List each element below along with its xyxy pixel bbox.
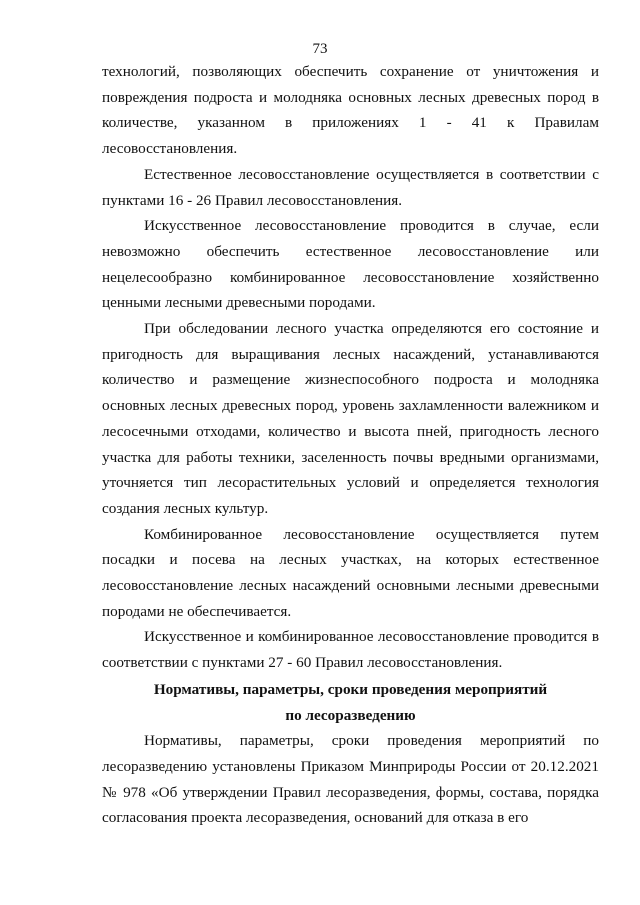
paragraph-natural-reforestation: Естественное лесовосстановление осуществляется в соответствии с пунктами 16 - 26 Правил лесовосстановления.: [102, 165, 599, 209]
paragraph-afforestation-standards: Нормативы, параметры, сроки проведения мероприятий по лесоразведению установлены Приказом Минприроды России от 20.12.2021 № 978 «Об утверждении Правил лесоразведения, формы, состава, порядка согласования проекта лесоразведения, оснований для отказа в его: [102, 732, 599, 827]
paragraph-artificial-and-combined: Искусственное и комбинированное лесовосстановление проводится в соответствии с пунктами 27 - 60 Правил лесовосстановления.: [102, 628, 599, 672]
page-number: 73: [312, 41, 328, 57]
section-heading-line-2: по лесоразведению: [285, 706, 416, 724]
continuation-paragraph: технологий, позволяющих обеспечить сохранение от уничтожения и повреждения подроста и молодняка основных лесных древесных пород в количестве, указанном в приложениях 1 - 41 к Правилам лесовосстановления.: [102, 63, 599, 158]
section-heading-line-1: Нормативы, параметры, сроки проведения мероприятий: [153, 680, 548, 698]
paragraph-combined-reforestation: Комбинированное лесовосстановление осуществляется путем посадки и посева на лесных участках, на которых естественное лесовосстановление лесных насаждений основными лесными древесными породами не обеспечивается.: [102, 525, 599, 620]
paragraph-artificial-reforestation: Искусственное лесовосстановление проводится в случае, если невозможно обеспечить естественное лесовосстановление или нецелесообразно комбинированное лесовосстановление хозяйственно ценными лесными древесными породами.: [102, 217, 599, 312]
paragraph-site-survey: При обследовании лесного участка определяются его состояние и пригодность для выращивания лесных насаждений, устанавливаются количество и размещение жизнеспособного подроста и молодняка основных лесных древесных пород, уровень захламленности валежником и лесосечными отходами, количество и высота пней, пригодность лесного участка для работы техники, заселенность почвы вредными организмами, уточняется тип лесорастительных условий и определяется технология создания лесных культур.: [102, 320, 599, 517]
document-body: [102, 59, 599, 831]
